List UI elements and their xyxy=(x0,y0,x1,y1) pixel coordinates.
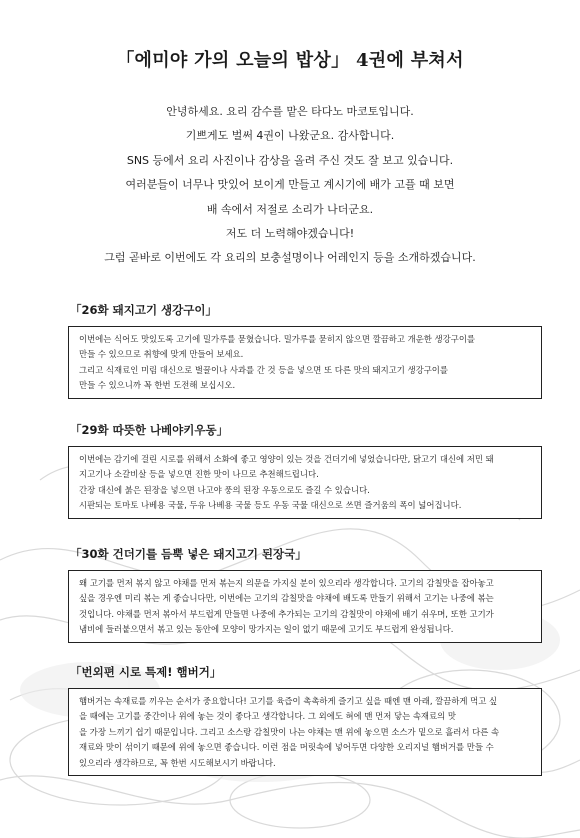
intro-line: SNS 등에서 요리 사진이나 감상을 올려 주신 것도 잘 보고 있습니다. xyxy=(126,153,454,167)
section-line: 이번에는 식어도 맛있도록 고기에 밀가루를 묻혔습니다. 밀가루를 묻히지 않으면 깔끔하고 개운한 생강구이를 xyxy=(79,334,476,344)
section-line: 간장 대신에 붉은 된장을 넣으면 나고야 풍의 된장 우동으로도 즐길 수 있습니다. xyxy=(79,484,370,495)
section-line: 시판되는 토마토 나베용 국물, 두유 나베용 국물 등도 우동 국물 대신으로 쓰면 즐거움의 폭이 넓어집니다. xyxy=(79,500,462,511)
section-line: 이번에는 감기에 걸린 시로를 위해서 소화에 좋고 영양이 있는 것을 건더기에 넣었습니다만, 닭고기 대신에 저민 돼 xyxy=(79,454,494,464)
section-line: 냄비에 들러붙으면서 볶고 있는 동안에 모양이 망가지는 일이 없기 때문에 고기도 부드럽게 완성됩니다. xyxy=(79,624,454,635)
intro-line: 안녕하세요. 요리 감수를 맡은 타다노 마코토입니다. xyxy=(166,105,414,118)
section-box-26 xyxy=(68,326,542,399)
section-line: 을 때에는 고기를 중간이나 위에 놓는 것이 좋다고 생각합니다. 그 외에도 혀에 맨 먼저 닿는 속재료의 맛 xyxy=(79,711,456,722)
section-line: 지고기나 소갈비살 등을 넣으면 진한 맛이 나므로 추천해드립니다. xyxy=(79,469,319,480)
section-line: 왜 고기를 먼저 볶지 않고 야채를 먼저 볶는지 의문을 가지실 분이 있으리라 생각합니다. 고기의 감칠맛을 잡아놓고 xyxy=(79,578,494,588)
section-line: 만들 수 있으므로 취향에 맞게 만들어 보세요. xyxy=(79,349,244,360)
intro-line: 기쁘게도 벌써 4권이 나왔군요. 감사합니다. xyxy=(185,129,395,143)
section-box-29 xyxy=(68,446,542,519)
section-heading-30: 「30화 건더기를 듬뿍 넣은 돼지고기 된장국」 xyxy=(70,547,307,561)
intro-line: 저도 더 노력해야겠습니다! xyxy=(225,226,355,240)
page-title: 「에미야 가의 오늘의 밥상」 4권에 부쳐서 xyxy=(116,50,464,71)
section-line: 햄버거는 속재료를 끼우는 순서가 중요합니다! 고기를 육즙이 촉촉하게 즐기고 싶을 때엔 맨 아래, 깔끔하게 먹고 싶 xyxy=(79,696,498,706)
section-box-extra xyxy=(68,688,542,776)
section-heading-26: 「26화 돼지고기 생강구이」 xyxy=(70,303,217,317)
intro-line: 배 속에서 저절로 소리가 나더군요. xyxy=(206,202,374,216)
section-line: 재료와 맛이 섞이기 때문에 위에 놓으면 좋습니다. 이런 점을 머릿속에 넣어두면 다양한 오리지널 햄버거를 만들 수 xyxy=(79,742,494,753)
intro-line: 그럼 곧바로 이번에도 각 요리의 보충설명이나 어레인지 등을 소개하겠습니다. xyxy=(104,251,476,265)
section-line: 싶을 경우엔 미리 볶는 게 좋습니다만, 이번에는 고기의 감칠맛을 야채에 배도록 만들기 위해서 고기는 나중에 볶는 xyxy=(79,593,494,604)
section-line: 을 가장 느끼기 쉽기 때문입니다. 그리고 소스랑 감칠맛이 나는 야채는 맨 위에 놓으면 소스가 밑으로 흘러서 다른 속 xyxy=(79,726,500,737)
section-line: 만들 수 있으니까 꼭 한번 도전해 보십시오. xyxy=(79,380,236,391)
section-line: 그리고 식재료인 미림 대신으로 벌꿀이나 사과를 간 것 등을 넣으면 또 다른 맛의 돼지고기 생강구이를 xyxy=(79,364,448,375)
section-heading-extra: 「번외편 시로 특제! 햄버거」 xyxy=(70,665,222,679)
section-heading-29: 「29화 따뜻한 나베야키우동」 xyxy=(70,423,229,437)
section-box-30 xyxy=(68,570,542,643)
intro-line: 여러분들이 너무나 맛있어 보이게 만들고 계시기에 배가 고플 때 보면 xyxy=(125,178,455,192)
section-line: 것입니다. 야채를 먼저 볶아서 부드럽게 만들면 나중에 추가되는 고기의 감칠맛이 야채에 배기 쉬우며, 또한 고기가 xyxy=(79,608,494,619)
section-line: 있으리라 생각하므로, 꼭 한번 시도해보시기 바랍니다. xyxy=(79,757,276,768)
intro-paragraph xyxy=(0,100,580,271)
